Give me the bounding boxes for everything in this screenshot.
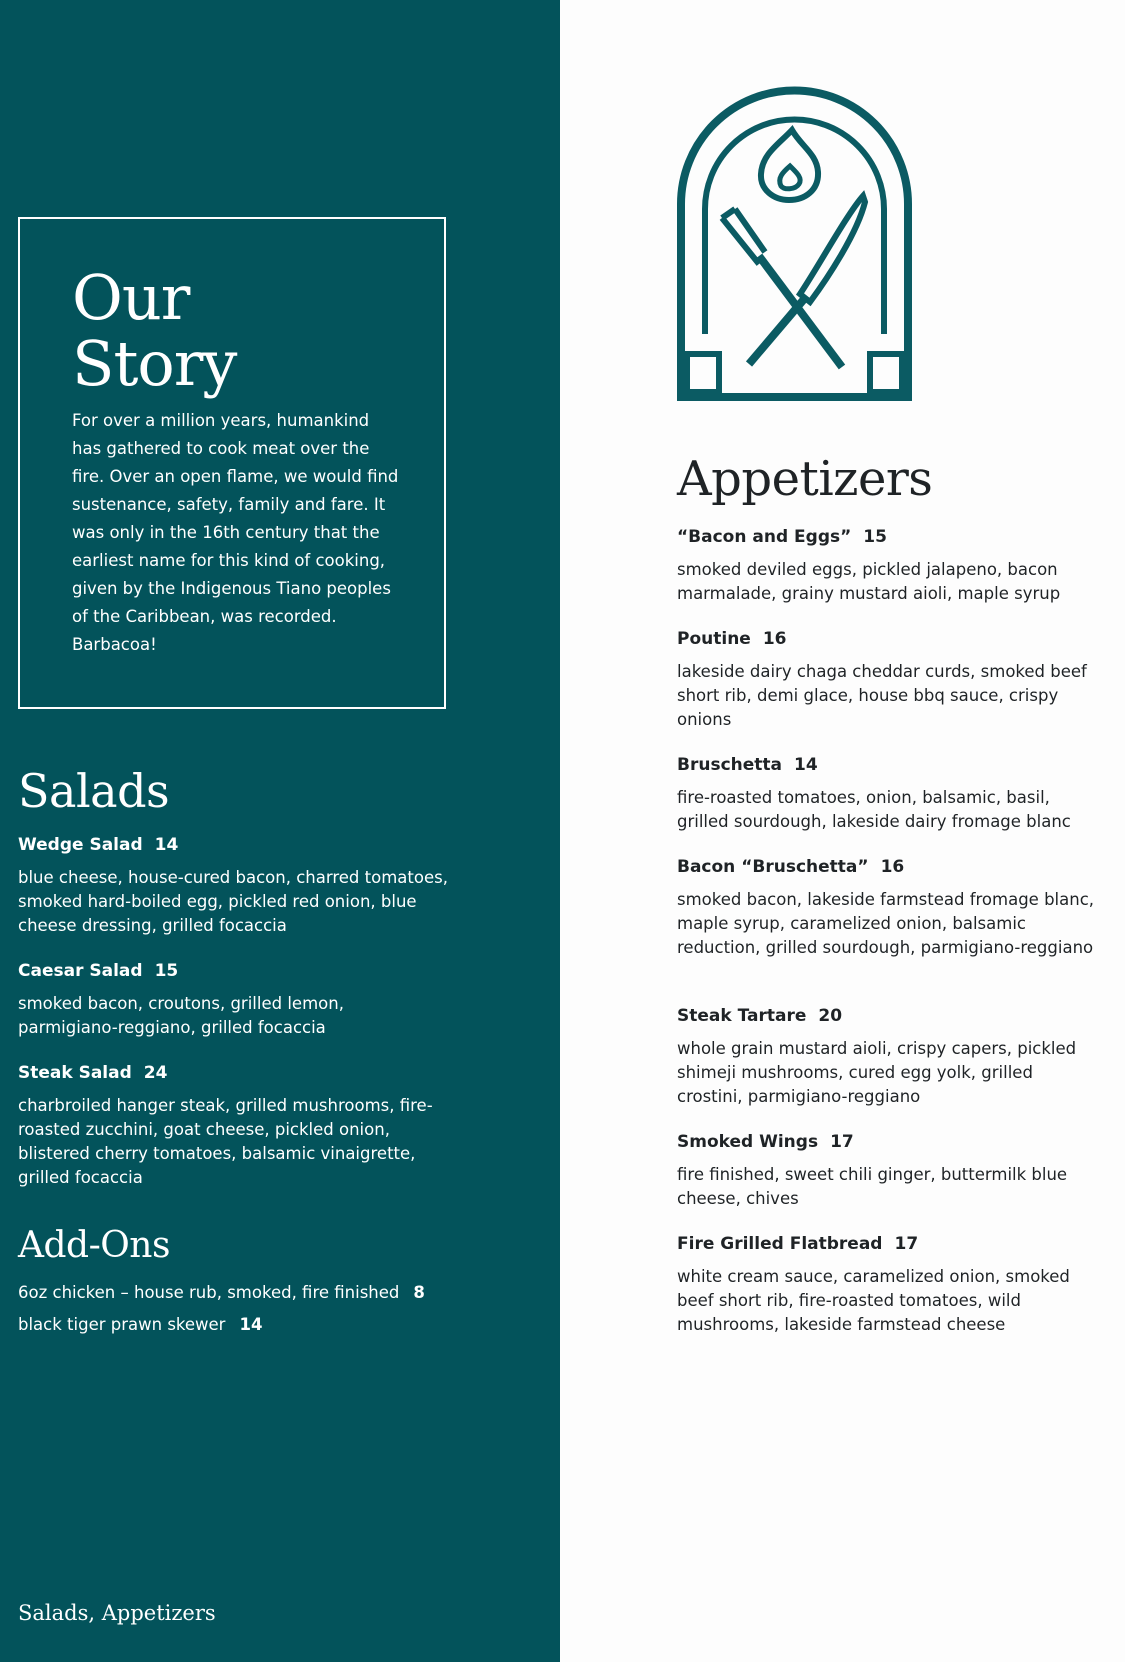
appetizer-item	[677, 1233, 1097, 1337]
salad-description: smoked bacon, croutons, grilled lemon, parmigiano-reggiano, grilled focaccia	[18, 994, 344, 1037]
salad-price: 15	[154, 961, 179, 981]
appetizer-name: Steak Tartare	[677, 1006, 807, 1026]
salad-item	[18, 834, 448, 938]
appetizer-name: Poutine	[677, 629, 751, 649]
right-panel	[560, 0, 1125, 1662]
story-title-line1: Our	[72, 261, 190, 334]
addon-item	[18, 1314, 262, 1336]
appetizer-description: fire-roasted tomatoes, onion, balsamic, basil, grilled sourdough, lakeside dairy fromage blanc	[677, 788, 1071, 831]
appetizer-price: 15	[863, 527, 887, 547]
appetizer-name: Fire Grilled Flatbread	[677, 1234, 883, 1254]
appetizer-description: smoked bacon, lakeside farmstead fromage blanc, maple syrup, caramelized onion, balsamic reduction, grilled sourdough, parmigiano-reggiano	[677, 890, 1095, 957]
appetizer-price: 14	[794, 755, 818, 775]
fork-knife-flame-arch-logo-icon	[677, 84, 912, 401]
footer-label: Salads, Appetizers	[18, 1601, 216, 1625]
appetizer-item	[677, 628, 1097, 732]
our-story-title	[72, 261, 237, 400]
left-panel	[0, 0, 560, 1662]
appetizer-description: fire finished, sweet chili ginger, buttermilk blue cheese, chives	[677, 1165, 1068, 1208]
addon-item	[18, 1282, 425, 1304]
appetizer-description: smoked deviled eggs, pickled jalapeno, bacon marmalade, grainy mustard aioli, maple syrup	[677, 560, 1061, 603]
appetizer-item	[677, 1005, 1097, 1109]
addons-title: Add-Ons	[18, 1225, 170, 1266]
salad-price: 24	[143, 1063, 168, 1083]
appetizer-name: “Bacon and Eggs”	[677, 527, 852, 547]
appetizers-title: Appetizers	[677, 451, 933, 507]
appetizer-name: Bacon “Bruschetta”	[677, 857, 869, 877]
salad-item	[18, 960, 448, 1040]
appetizer-description: white cream sauce, caramelized onion, smoked beef short rib, fire-roasted tomatoes, wild mushrooms, lakeside farmstead cheese	[677, 1267, 1070, 1334]
appetizer-item	[677, 526, 1097, 606]
salads-title: Salads	[18, 764, 170, 818]
our-story-text: For over a million years, humankind has gathered to cook meat over the fire. Over an open flame, we would find sustenance, safety, family and fare. It was only in the 16th century that the earliest name for this kind of cooking, given by the Indigenous Tiano peoples of the Caribbean, was recorded. Barbacoa!	[72, 411, 399, 654]
appetizer-description: lakeside dairy chaga cheddar curds, smoked beef short rib, demi glace, house bbq sauce, crispy onions	[677, 662, 1087, 729]
salad-name: Wedge Salad	[18, 835, 143, 855]
story-title-line2: Story	[72, 327, 237, 400]
addon-name: black tiger prawn skewer	[18, 1315, 226, 1334]
salad-price: 14	[154, 835, 179, 855]
appetizer-description: whole grain mustard aioli, crispy capers, pickled shimeji mushrooms, cured egg yolk, grilled crostini, parmigiano-reggiano	[677, 1039, 1077, 1106]
appetizer-price: 16	[880, 857, 905, 877]
addon-name: 6oz chicken – house rub, smoked, fire finished	[18, 1283, 400, 1302]
appetizer-price: 17	[894, 1234, 919, 1254]
salad-name: Caesar Salad	[18, 961, 143, 981]
salad-name: Steak Salad	[18, 1063, 132, 1083]
addon-price: 8	[413, 1283, 425, 1302]
appetizer-item	[677, 1131, 1097, 1211]
appetizer-price: 16	[762, 629, 787, 649]
appetizer-item	[677, 754, 1097, 834]
salad-description: blue cheese, house-cured bacon, charred tomatoes, smoked hard-boiled egg, pickled red onion, blue cheese dressing, grilled focaccia	[18, 868, 448, 935]
addon-price: 14	[239, 1315, 263, 1334]
salad-item	[18, 1062, 448, 1190]
our-story-box	[18, 217, 446, 709]
appetizer-name: Smoked Wings	[677, 1132, 819, 1152]
appetizer-name: Bruschetta	[677, 755, 782, 775]
appetizer-price: 17	[830, 1132, 854, 1152]
appetizer-item	[677, 856, 1097, 960]
salad-description: charbroiled hanger steak, grilled mushrooms, fire-roasted zucchini, goat cheese, pickled onion, blistered cherry tomatoes, balsamic vinaigrette, grilled focaccia	[18, 1096, 433, 1187]
appetizer-price: 20	[818, 1006, 843, 1026]
